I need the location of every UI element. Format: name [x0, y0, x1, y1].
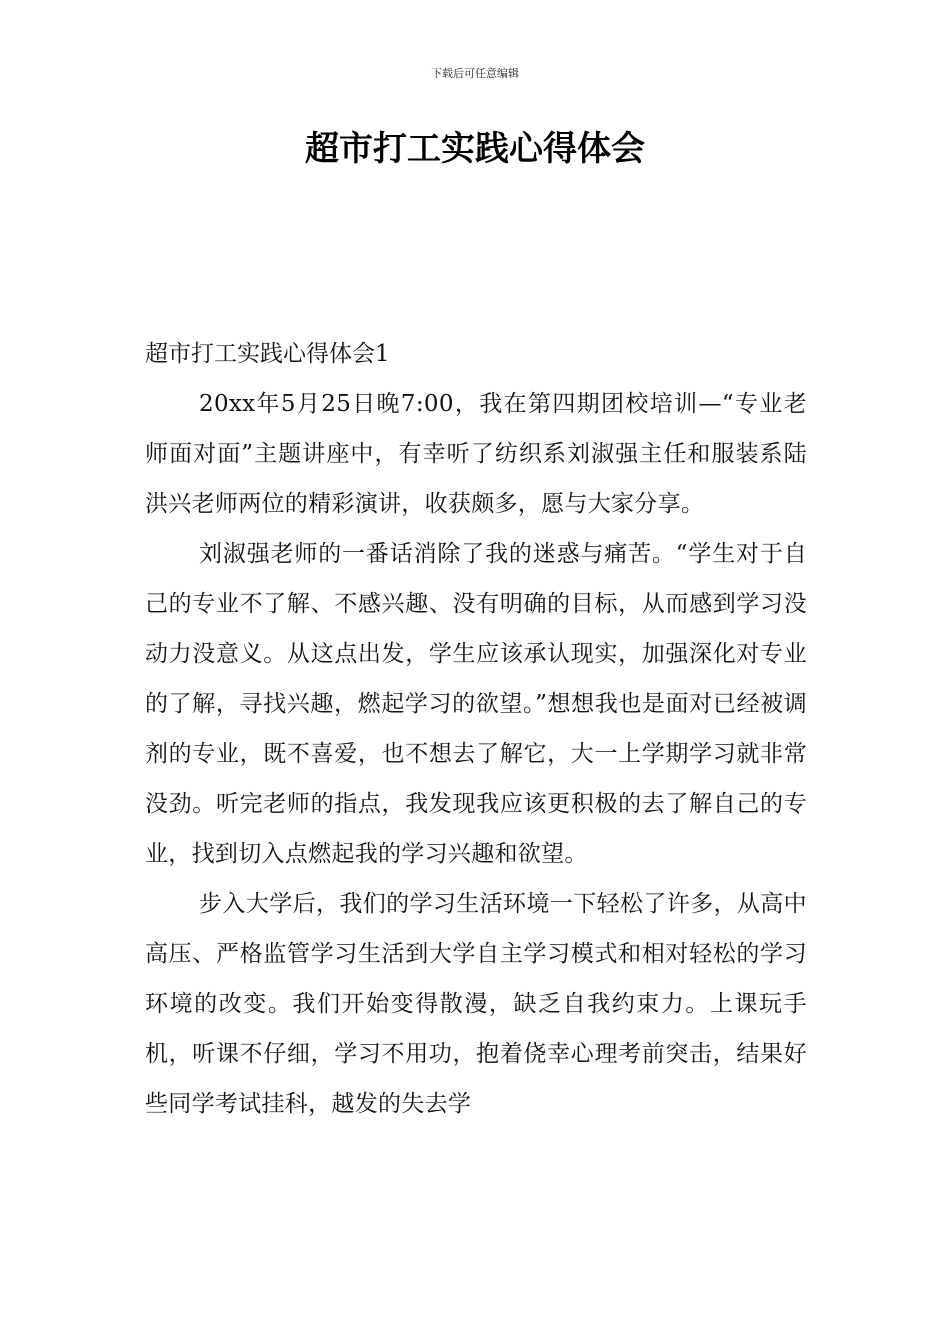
- paragraph-1: 20xx年5月25日晚7:00，我在第四期团校培训—“专业老师面对面”主题讲座中，有幸听了纺织系刘淑强主任和服装系陆洪兴老师两位的精彩演讲，收获颇多，愿与大家分享。: [145, 391, 807, 517]
- paragraph-2: 刘淑强老师的一番话消除了我的迷惑与痛苦。“学生对于自己的专业不了解、不感兴趣、没有明确的目标，从而感到学习没动力没意义。从这点出发，学生应该承认现实，加强深化对专业的了解，寻找兴趣，燃起学习的欲望。”想想我也是面对已经被调剂的专业，既不喜爱，也不想去了解它，大一上学期学习就非常没劲。听完老师的指点，我发现我应该更积极的去了解自己的专业，找到切入点燃起我的学习兴趣和欲望。: [145, 541, 807, 867]
- document-title: 超市打工实践心得体会: [305, 129, 645, 169]
- section-heading: 超市打工实践心得体会1: [145, 341, 390, 367]
- document-body: [145, 329, 807, 1129]
- paragraph-3: 步入大学后，我们的学习生活环境一下轻松了许多，从高中高压、严格监管学习生活到大学自主学习模式和相对轻松的学习环境的改变。我们开始变得散漫，缺乏自我约束力。上课玩手机，听课不仔细，学习不用功，抱着侥幸心理考前突击，结果好些同学考试挂科，越发的失去学: [145, 891, 807, 1117]
- header-note: 下载后可任意编辑: [431, 67, 519, 80]
